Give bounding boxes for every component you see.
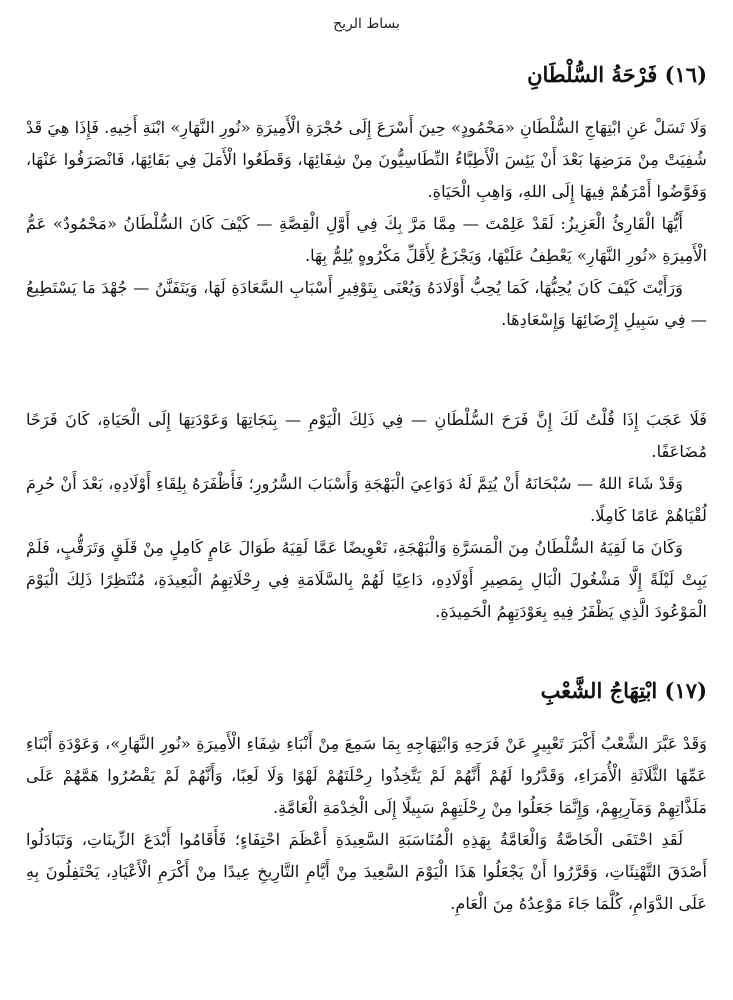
section-17-body bbox=[26, 728, 707, 920]
running-header: بساط الريح bbox=[333, 16, 400, 32]
paragraph: وَقَدْ عَبَّرَ الشَّعْبُ أَكْبَرَ تَعْبِيرٍ عَنْ فَرَحِهِ وَابْتِهَاجِهِ بِمَا سَمِعَ مِنْ أَنْبَاءِ شِفَاءِ الْأَمِيرَةِ «نُورِ النَّهَارِ»، وَعَوْدَةِ أَبْنَاءِ عَمِّهَا الثَّلَاثَةِ الْأُمَرَاءِ، وَقَدَّرُوا لَهُمْ أَنَّهُمْ لَمْ يَتَّخِذُوا رِحْلَتَهُمْ لَهْوًا وَلَا لَعِبًا، وَأَنَّهُمْ لَمْ يَقْصُرُوا هَمَّهُمْ عَلَى مَلَذَّاتِهِمْ وَمَآرِبِهِمْ، وَإِنَّمَا جَعَلُوا مِنْ رِحْلَتِهِمْ سَبِيلًا إِلَى الْخِدْمَةِ الْعَامَّةِ. bbox=[26, 734, 707, 817]
paragraph: وَرَأَيْتَ كَيْفَ كَانَ يُحِبُّهَا، كَمَا يُحِبُّ أَوْلَادَهُ وَيُعْنَى بِتَوْفِيرِ أَسْبَابِ السَّعَادَةِ لَهَا، وَيَتَفَنَّنُ — جُهْدَ مَا يَسْتَطِيعُ — فِي سَبِيلِ إِرْضَائِهَا وَإِسْعَادِهَا. bbox=[26, 278, 707, 329]
section-16-heading: (١٦) فَرْحَةُ السُّلْطَانِ bbox=[527, 62, 707, 87]
paragraph: وَلَا تَسَلْ عَنِ ابْتِهَاجِ السُّلْطَانِ «مَحْمُودٍ» حِينَ أَسْرَعَ إِلَى حُجْرَةِ الْأَمِيرَةِ «نُورِ النَّهَارِ» ابْنَةِ أَخِيهِ. فَإِذَا هِيَ قَدْ شُفِيَتْ مِنْ مَرَضِهَا بَعْدَ أَنْ يَئِسَ الْأَطِبَّاءُ النِّطَاسِيُّونَ مِنْ شِفَائِهَا، وَقَطَعُوا الْأَمَلَ فِي بَقَائِهَا، فَانْصَرَفُوا عَنْهَا، وَفَوَّضُوا أَمْرَهُمْ فِيهَا إِلَى اللهِ، وَاهِبِ الْحَيَاةِ. bbox=[26, 118, 707, 201]
paragraph: أَيُّهَا الْقَارِئُ الْعَزِيزُ: لَقَدْ عَلِمْتَ — مِمَّا مَرَّ بِكَ فِي أَوَّلِ الْقِصَّةِ — كَيْفَ كَانَ السُّلْطَانُ «مَحْمُودٌ» عَمُّ الْأَمِيرَةِ «نُورِ النَّهَارِ» يَعْطِفُ عَلَيْهَا، وَيَجْزَعُ لِأَقَلِّ مَكْرُوهٍ يُلِمُّ بِهَا. bbox=[26, 214, 707, 265]
paragraph: وَكَانَ مَا لَقِيَهُ السُّلْطَانُ مِنَ الْمَسَرَّةِ وَالْبَهْجَةِ، تَعْوِيضًا عَمَّا لَقِيَهُ طَوَالَ عَامٍ كَامِلٍ مِنْ قَلَقٍ وَتَرَقُّبٍ، فَلَمْ يَبِتْ لَيْلَةً إِلَّا مَشْغُولَ الْبَالِ بِمَصِيرِ أَوْلَادِهِ، دَاعِيًا لَهُمْ بِالسَّلَامَةِ فِي رِحْلَاتِهِمُ الْبَعِيدَةِ، مُنْتَظِرًا ذَلِكَ الْيَوْمَ الْمَوْعُودَ الَّذِي يَظْفَرُ فِيهِ بِعَوْدَتِهِمُ الْحَمِيدَةِ. bbox=[26, 538, 707, 621]
section-17-heading: (١٧) ابْتِهَاجُ الشَّعْبِ bbox=[540, 678, 707, 703]
paragraph: لَقَدِ احْتَفَى الْخَاصَّةُ وَالْعَامَّةُ بِهَذِهِ الْمُنَاسَبَةِ السَّعِيدَةِ أَعْظَمَ احْتِفَاءٍ؛ فَأَقَامُوا أَبْدَعَ الزِّينَاتِ، وَتَبَادَلُوا أَصْدَقَ التَّهْنِئَاتِ، وَقَرَّرُوا أَنْ يَجْعَلُوا هَذَا الْيَوْمَ السَّعِيدَ مِنْ أَيَّامِ التَّارِيخِ عِيدًا مِنْ أَكْرَمِ الْأَعْيَادِ، يَحْتَفِلُونَ بِهِ عَلَى الدَّوَامِ، كُلَّمَا جَاءَ مَوْعِدُهُ مِنَ الْعَامِ. bbox=[26, 830, 707, 913]
paragraph: وَقَدْ شَاءَ اللهُ — سُبْحَانَهُ أَنْ يُتِمَّ لَهُ دَوَاعِيَ الْبَهْجَةِ وَأَسْبَابَ السُّرُورِ؛ فَأَظْفَرَهُ بِلِقَاءِ أَوْلَادِهِ، بَعْدَ أَنْ حُرِمَ لُقْيَاهُمْ عَامًا كَامِلًا. bbox=[26, 474, 707, 525]
section-16-body-part-1 bbox=[26, 112, 707, 336]
section-16-body-part-2 bbox=[26, 404, 707, 628]
paragraph: فَلَا عَجَبَ إِذَا قُلْتُ لَكَ إِنَّ فَرَحَ السُّلْطَانِ — فِي ذَلِكَ الْيَوْمِ — بِنَجَاتِهَا وَعَوْدَتِهَا إِلَى الْحَيَاةِ، كَانَ فَرَحًا مُضَاعَفًا. bbox=[26, 410, 707, 461]
